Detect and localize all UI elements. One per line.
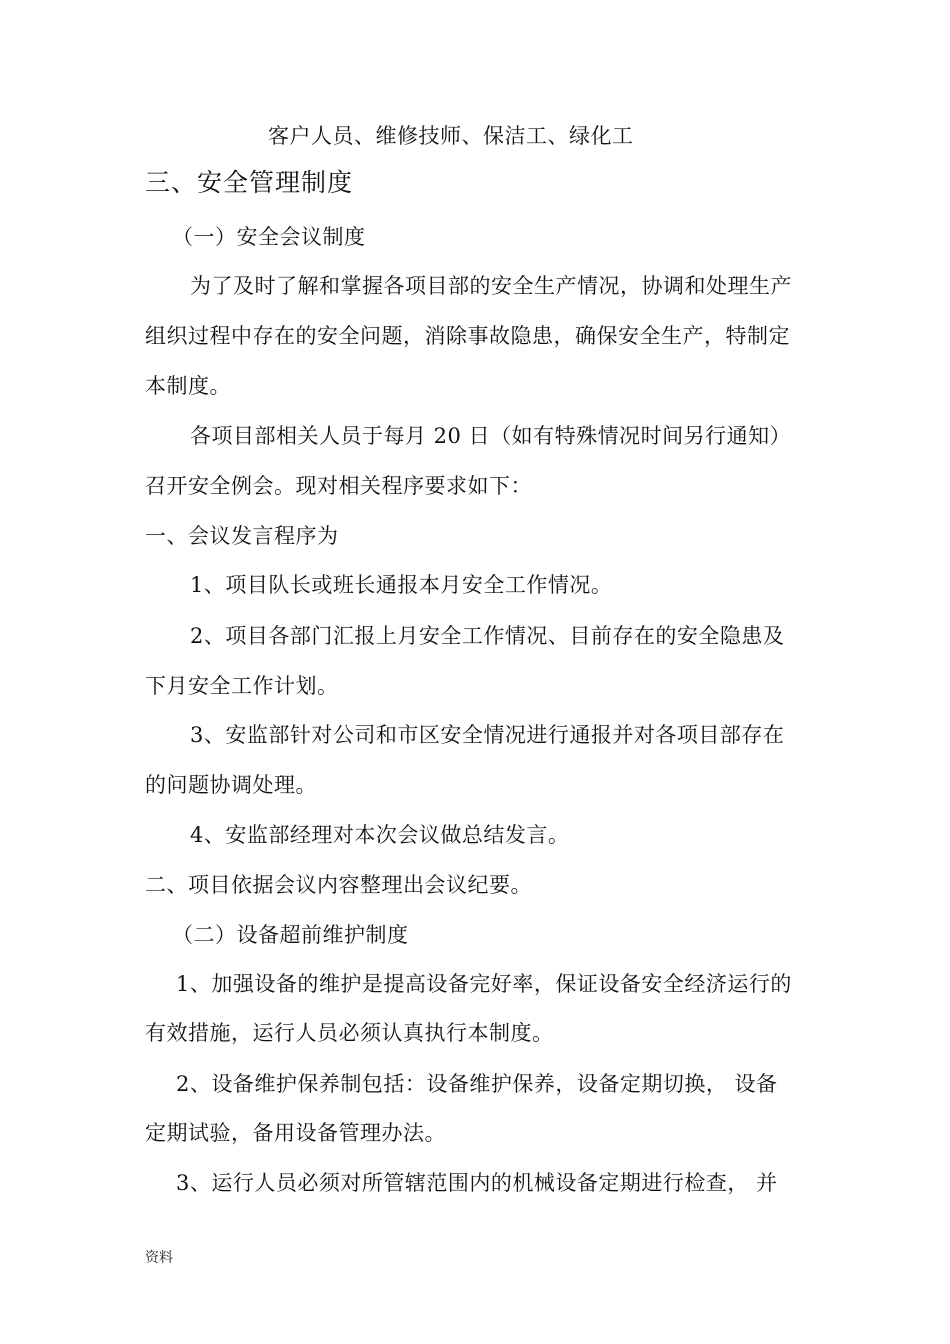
paragraph-line: 定期试验，备用设备管理办法。 — [145, 1121, 446, 1145]
footer-label: 资料 — [145, 1250, 173, 1266]
paragraph-line: 本制度。 — [145, 374, 231, 398]
paragraph-line: 各项目部相关人员于每月 20 日（如有特殊情况时间另行通知） — [190, 424, 792, 448]
subsection-title-equipment-maintenance: （二）设备超前维护制度 — [172, 923, 409, 947]
list-item-continuation: 下月安全工作计划。 — [145, 674, 339, 698]
list-item: 4、安监部经理对本次会议做总结发言。 — [190, 823, 570, 847]
list-item: 3、安监部针对公司和市区安全情况进行通报并对各项目部存在 — [190, 723, 785, 747]
list-item-continuation: 的问题协调处理。 — [145, 773, 317, 797]
paragraph-line: 组织过程中存在的安全问题，消除事故隐患，确保安全生产，特制定 — [145, 324, 790, 348]
paragraph-line: 1、加强设备的维护是提高设备完好率，保证设备安全经济运行的 — [176, 972, 792, 996]
section-title: 三、安全管理制度 — [145, 168, 354, 197]
roles-line: 客户人员、维修技师、保洁工、绿化工 — [268, 124, 634, 148]
part-title-speaking-order: 一、会议发言程序为 — [145, 524, 339, 548]
list-item: 2、项目各部门汇报上月安全工作情况、目前存在的安全隐患及 — [190, 624, 785, 648]
paragraph-line: 3、运行人员必须对所管辖范围内的机械设备定期进行检查， 并 — [176, 1171, 778, 1195]
list-item: 1、项目队长或班长通报本月安全工作情况。 — [190, 573, 613, 597]
paragraph-line: 有效措施，运行人员必须认真执行本制度。 — [145, 1021, 554, 1045]
subsection-title-safety-meeting: （一）安全会议制度 — [172, 225, 366, 249]
paragraph-line: 召开安全例会。现对相关程序要求如下： — [145, 474, 532, 498]
part-title-minutes: 二、项目依据会议内容整理出会议纪要。 — [145, 873, 532, 897]
paragraph-line: 为了及时了解和掌握各项目部的安全生产情况，协调和处理生产 — [190, 274, 792, 298]
paragraph-line: 2、设备维护保养制包括：设备维护保养，设备定期切换， 设备 — [176, 1072, 778, 1096]
